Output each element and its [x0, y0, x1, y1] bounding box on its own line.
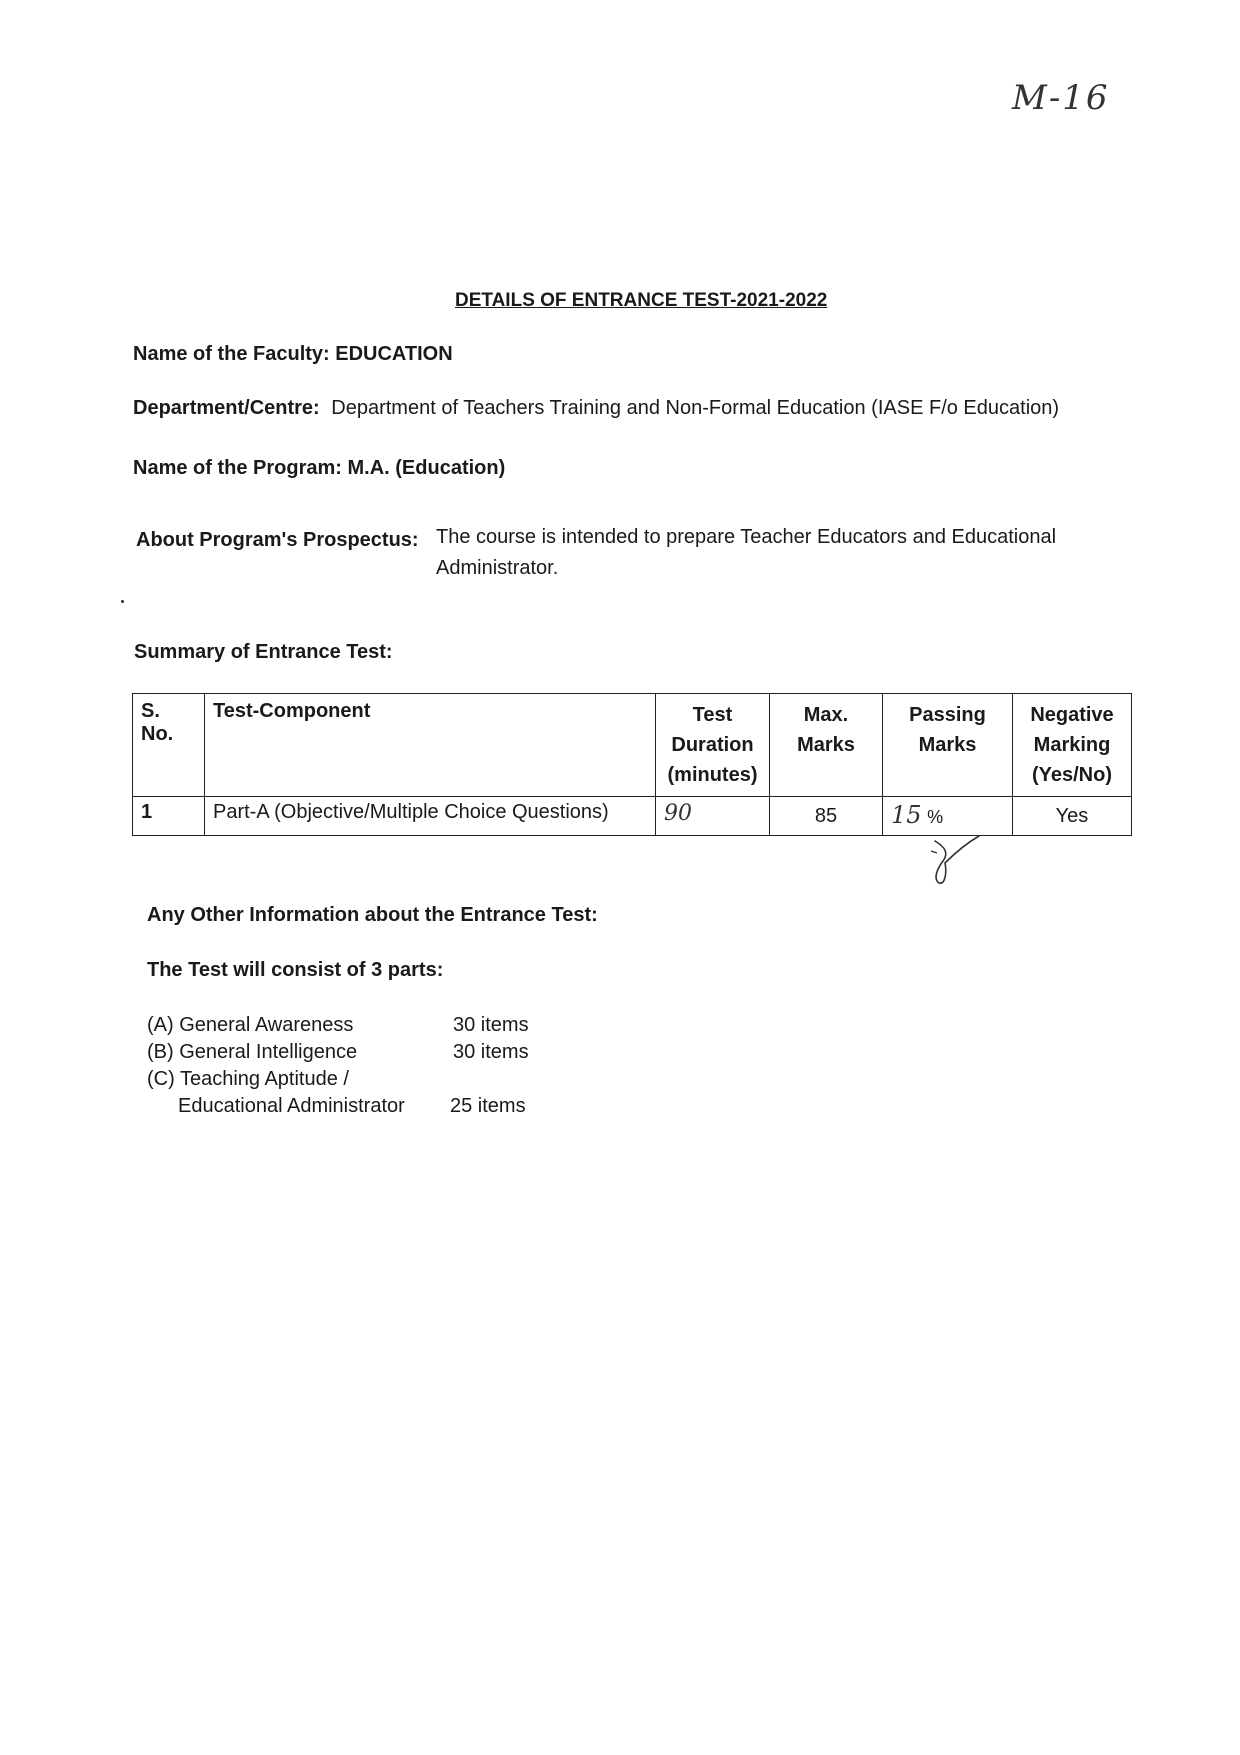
program-label: Name of the Program: [133, 457, 342, 479]
faculty-line [133, 343, 453, 366]
part-c-label-2: Educational Administrator [178, 1095, 405, 1117]
header-neg-3: (Yes/No) [1031, 764, 1113, 786]
part-c-label: (C) Teaching Aptitude / [147, 1068, 349, 1090]
summary-heading: Summary of Entrance Test: [134, 641, 393, 663]
passing-suffix: % [927, 807, 944, 827]
part-a-label: (A) General Awareness [147, 1014, 354, 1036]
cell-max-marks: 85 [770, 797, 883, 836]
faculty-label: Name of the Faculty: [133, 343, 330, 365]
department-value: Department of Teachers Training and Non-Formal Education (IASE F/o Education) [331, 397, 1060, 419]
summary-table [132, 693, 1132, 836]
part-a-items: 30 items [453, 1014, 529, 1036]
table-row [133, 797, 1132, 836]
part-b-label: (B) General Intelligence [147, 1041, 358, 1063]
header-max-1: Max. [803, 704, 849, 726]
program-line [133, 457, 505, 480]
initial-stroke [935, 836, 979, 883]
header-passing-marks [883, 694, 1013, 797]
header-max-marks [770, 694, 883, 797]
header-duration-1: Test [692, 704, 733, 726]
part-c-items: 25 items [450, 1095, 526, 1117]
prospectus-line-1: The course is intended to prepare Teacher Educators and Educational [436, 526, 1057, 548]
cell-duration [656, 797, 770, 836]
header-sno: S. No. [133, 694, 205, 797]
cell-negative: Yes [1013, 797, 1132, 836]
prospectus-text [436, 522, 1056, 584]
department-label: Department/Centre: [133, 397, 320, 419]
stray-dot [121, 600, 124, 603]
header-pass-1: Passing [909, 704, 986, 726]
cell-sno: 1 [133, 797, 205, 836]
initial-tick [931, 851, 937, 853]
header-duration-2: Duration [671, 734, 754, 756]
passing-value: 15 [891, 801, 922, 829]
program-value: M.A. (Education) [347, 457, 506, 479]
other-info-heading: Any Other Information about the Entrance Test: [147, 904, 598, 926]
document-title: DETAILS OF ENTRANCE TEST-2021-2022 [455, 290, 828, 311]
header-pass-2: Marks [918, 734, 977, 756]
part-b-items: 30 items [453, 1041, 529, 1063]
header-negative-marking [1013, 694, 1132, 797]
header-duration [656, 694, 770, 797]
page-mark: M-16 [1012, 78, 1110, 118]
header-component: Test-Component [205, 694, 656, 797]
faculty-value: EDUCATION [335, 343, 453, 365]
header-max-2: Marks [797, 734, 855, 756]
prospectus-label: About Program's Prospectus: [136, 529, 419, 551]
department-line [133, 397, 1059, 420]
cell-component: Part-A (Objective/Multiple Choice Questions) [205, 797, 656, 836]
cell-passing-marks [883, 797, 1013, 836]
header-neg-1: Negative [1030, 704, 1114, 726]
handwritten-initial [925, 833, 985, 888]
prospectus-line-2: Administrator. [436, 557, 559, 579]
header-neg-2: Marking [1033, 734, 1111, 756]
table-header-row [133, 694, 1132, 797]
duration-value: 90 [664, 801, 692, 826]
parts-heading: The Test will consist of 3 parts: [147, 959, 444, 981]
header-duration-3: (minutes) [667, 764, 758, 786]
